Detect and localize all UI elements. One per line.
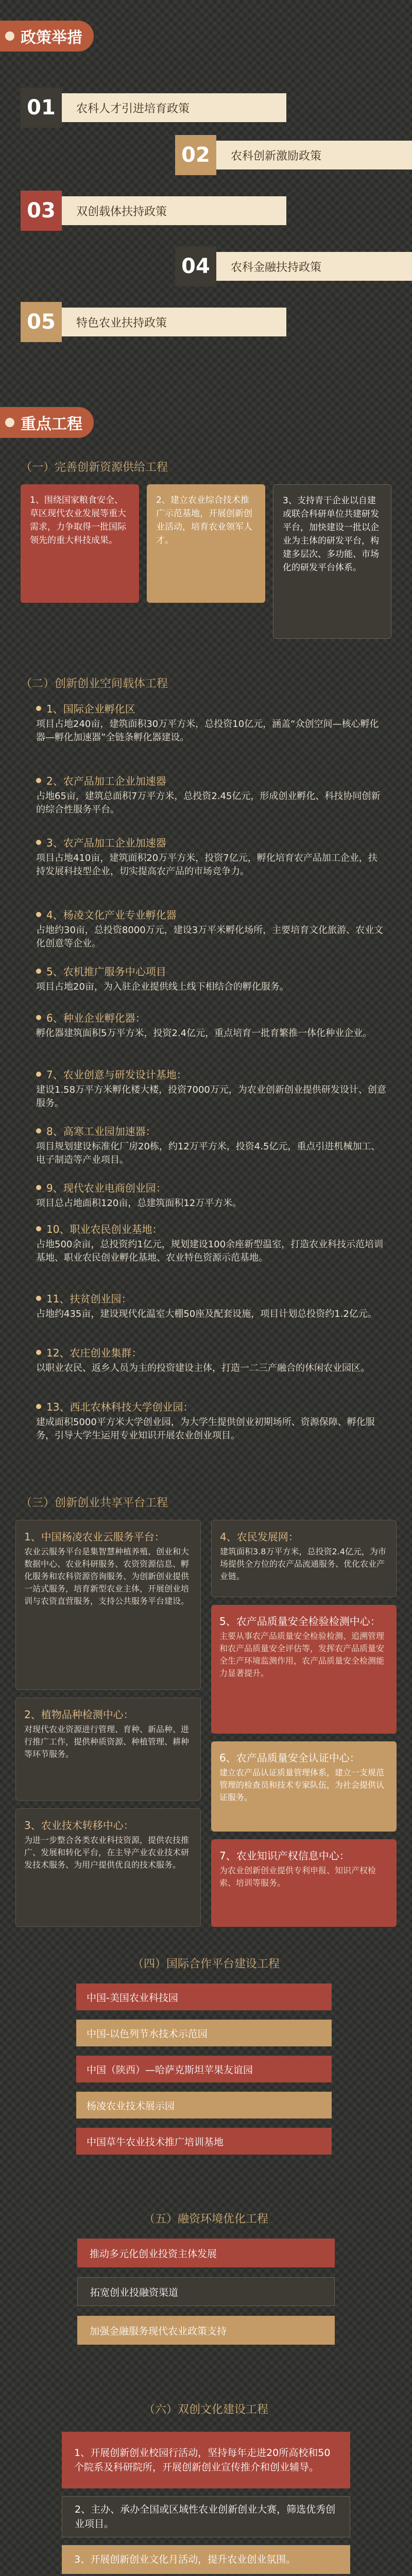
sub2-item-6 xyxy=(36,1010,386,1040)
item-head: 6、种业企业孵化器： xyxy=(46,1012,146,1024)
sub6-title: （六）双创文化建设工程 xyxy=(143,2403,268,2416)
sub2-item-4 xyxy=(36,907,386,951)
policy-text: 双创载体扶持政策 xyxy=(62,196,286,225)
item-body: 建成面积5000平方米大学创业园，为大学生提供创业初期场所、资源保障、孵化服务，引导大学生运用专业知识开展农业创业项目。 xyxy=(36,1417,375,1441)
sub1-box-2: 2、建立农业综合技术推广示范基地，开展创新创业活动，培育农业领军人才。 xyxy=(147,484,265,603)
sub5-title: （五）融资环境优化工程 xyxy=(143,2213,268,2226)
sub2-item-11 xyxy=(36,1291,386,1321)
item-head: 6、农产品质量安全认证中心： xyxy=(219,1752,360,1764)
bullet-icon xyxy=(36,912,41,917)
sub5-item-3: 加强金融服务现代农业政策支持 xyxy=(77,2316,335,2345)
policy-section-title xyxy=(0,21,94,52)
policy-number: 03 xyxy=(21,191,62,231)
item-body: 项目占地410亩，建筑面积20万平方米，投资7亿元，孵化培育农产品加工企业，扶持发展科技型企业，切实提高农产品的市场竞争力。 xyxy=(36,853,377,877)
sub3-left-2 xyxy=(15,1698,201,1801)
item-body: 为进一步整合各类农业科技资源，提供农技推广、发展和转化平台，在主导产业农业技术研发技术服务、为用户提供优良的技术服务。 xyxy=(24,1835,190,1870)
sub2-item-3 xyxy=(36,835,386,878)
policy-text: 农科人才引进培育政策 xyxy=(62,93,286,122)
item-body: 占地约435亩，建设现代化温室大棚50座及配套设施，项目计划总投资约1.2亿元。 xyxy=(36,1309,377,1319)
item-body: 项目占地20亩，为入驻企业提供线上线下相结合的孵化服务。 xyxy=(36,981,289,992)
sub2-item-13 xyxy=(36,1399,386,1443)
key-section-title xyxy=(0,407,94,438)
sub3-right-2 xyxy=(211,1605,397,1734)
bullet-icon xyxy=(36,840,41,845)
sub5-item-1: 推动多元化创业投资主体发展 xyxy=(77,2239,335,2267)
item-head: 2、植物品种检测中心： xyxy=(24,1708,134,1721)
sub4-item-1: 中国-美国农业科技园 xyxy=(76,1984,332,2010)
policy-text: 农科创新激励政策 xyxy=(216,141,412,170)
bullet-icon xyxy=(36,1015,41,1020)
bullet-icon xyxy=(36,1185,41,1190)
sub1-box-1: 1、围绕国家粮食安全、草区现代农业发展等重大需求，力争取得一批国际领先的重大科技成果。 xyxy=(21,484,139,603)
policy-number: 04 xyxy=(175,246,216,286)
bullet-icon xyxy=(36,969,41,974)
sub6-item-2: 2、主办、承办全国或区域性农业创新创业大赛，筛选优秀创业项目。 xyxy=(62,2496,350,2537)
item-head: 13、西北农林科技大学创业园： xyxy=(46,1401,194,1413)
item-head: 12、农庄创业集群： xyxy=(46,1347,142,1359)
item-body: 以职业农民、返乡人员为主的投资建设主体，打造一二三产融合的休闲农业园区。 xyxy=(36,1363,370,1374)
sub2-item-8 xyxy=(36,1123,386,1167)
policy-row-4 xyxy=(175,246,412,286)
item-body: 建筑面积3.8万平方米，总投资2.4亿元，为市场提供全方位的农产品流通服务、优化农业产业链。 xyxy=(220,1547,386,1581)
policy-number: 05 xyxy=(21,302,62,342)
item-head: 2、农产品加工企业加速器 xyxy=(46,775,166,787)
bullet-icon xyxy=(36,778,41,783)
item-head: 10、职业农民创业基地： xyxy=(46,1223,163,1235)
sub2-item-2 xyxy=(36,773,386,817)
sub4-item-3: 中国（陕西）—哈萨克斯坦苹果友谊园 xyxy=(76,2056,332,2082)
item-head: 4、杨凌文化产业专业孵化器 xyxy=(46,909,177,921)
item-body: 占地500余亩，总投资约1亿元，规划建设100余座新型温室，打造农业科技示范培训基地、职业农民创业孵化基地、农业特色资源示范基地。 xyxy=(36,1239,384,1263)
bullet-icon xyxy=(36,1128,41,1133)
sub3-title: （三）创新创业共享平台工程 xyxy=(21,1497,168,1510)
sub2-item-12 xyxy=(36,1345,386,1375)
item-head: 3、农业技术转移中心： xyxy=(24,1819,134,1832)
policy-row-2 xyxy=(175,135,412,175)
section-badge: 政策举措 xyxy=(0,21,94,52)
bullet-icon xyxy=(36,1404,41,1409)
item-body: 主要从事农产品质量安全检验检测、追溯管理和农产品质量安全评估等，发挥农产品质量安全生产环境监测作用，农产品质量安全检测能力显著提升。 xyxy=(219,1631,385,1678)
item-body: 为农业创新创业提供专利申报、知识产权检索、培训等服务。 xyxy=(219,1866,376,1888)
policy-row-1 xyxy=(21,88,286,128)
policy-row-3 xyxy=(21,191,286,231)
item-body: 建设1.58万平方米孵化楼大楼，投资7000万元，为农业创新创业提供研发设计、创意服务。 xyxy=(36,1084,386,1109)
sub1-title: （一）完善创新资源供给工程 xyxy=(21,461,168,474)
item-head: 9、现代农业电商创业园： xyxy=(46,1182,166,1194)
sub3-right-1 xyxy=(211,1520,397,1597)
item-head: 8、高寒工业园加速器： xyxy=(46,1125,156,1138)
item-head: 5、农产品质量安全检验检测中心： xyxy=(219,1615,381,1628)
item-head: 7、农业创意与研发设计基地： xyxy=(46,1069,187,1081)
sub6-item-3: 3、开展创新创业文化月活动，提升农业创业氛围。 xyxy=(62,2545,350,2574)
item-body: 孵化器建筑面积5万平方米，投资2.4亿元，重点培育一批育繁推一体化种业企业。 xyxy=(36,1028,372,1039)
item-head: 1、中国杨凌农业云服务平台： xyxy=(24,1531,165,1543)
item-head: 3、农产品加工企业加速器 xyxy=(46,837,166,849)
sub4-item-5: 中国草牛农业技术推广培训基地 xyxy=(76,2128,332,2155)
sub3-left-1 xyxy=(15,1520,201,1690)
bullet-icon xyxy=(36,1350,41,1355)
item-body: 项目总占地面积120亩，总建筑面积12万平方米。 xyxy=(36,1198,242,1209)
sub2-item-9 xyxy=(36,1180,386,1210)
policy-number: 01 xyxy=(21,88,62,128)
sub5-item-2: 拓宽创业投融资渠道 xyxy=(77,2277,335,2306)
sub1-box-3: 3、支持青干企业以自建或联合科研单位共建研发平台，加快建设一批以企业为主体的研发平台，构建多层次、多功能、市场化的研发平台体系。 xyxy=(273,484,391,639)
sub3-right-4 xyxy=(211,1839,397,1927)
item-head: 11、扶贫创业园： xyxy=(46,1293,132,1305)
sub6-item-1: 1、开展创新创业校园行活动，坚持每年走进20所高校和50个院系及科研院所，开展创新创业宣传推介和创业辅导。 xyxy=(62,2432,350,2488)
sub2-item-10 xyxy=(36,1221,386,1265)
section-badge: 重点工程 xyxy=(0,407,94,438)
item-head: 4、农民发展网： xyxy=(220,1531,299,1543)
bullet-icon xyxy=(36,1296,41,1301)
item-head: 5、农机推广服务中心项目 xyxy=(46,965,166,978)
sub4-item-4: 杨凌农业技术展示园 xyxy=(76,2092,332,2119)
item-body: 项目规划建设标准化厂房20栋，约12万平方米，投资4.5亿元，重点引进机械加工、电子制造等产业项目。 xyxy=(36,1141,381,1165)
sub2-item-7 xyxy=(36,1066,386,1110)
sub4-item-2: 中国-以色列节水技术示范园 xyxy=(76,2020,332,2046)
sub2-item-5 xyxy=(36,963,386,994)
sub3-right-3 xyxy=(211,1741,397,1832)
bullet-icon xyxy=(36,1072,41,1077)
bullet-icon xyxy=(36,706,41,711)
item-body: 对现代农业资源进行管理、育种、新品种、进行推广工作，提供种质资源、种植管理、耕种等环节服务。 xyxy=(24,1724,190,1759)
item-head: 7、农业知识产权信息中心： xyxy=(219,1850,350,1862)
item-body: 项目占地240亩，建筑面积30万平方米，总投资10亿元，涵盖“众创空间—核心孵化器—孵化加速器”全链条孵化器建设。 xyxy=(36,719,379,743)
item-body: 占地65亩，建筑总面积7万平方米，总投资2.45亿元，形成创业孵化、科技协同创新的综合性服务平台。 xyxy=(36,791,381,815)
bullet-icon xyxy=(36,1226,41,1231)
item-body: 农业云服务平台是集智慧种植养殖、创业和大数据中心、农业科研服务、农资资源信息、孵化服务和农科资源咨询服务、为创新创业提供一站式服务，培育新型农业主体，开展创业培训与农资直营服务，支持公共服务平台建设。 xyxy=(24,1547,190,1606)
policy-text: 农科金融扶持政策 xyxy=(216,252,412,281)
policy-text: 特色农业扶持政策 xyxy=(62,308,286,336)
policy-number: 02 xyxy=(175,135,216,175)
sub2-title: （二）创新创业空间载体工程 xyxy=(21,677,168,690)
sub3-left-3 xyxy=(15,1808,201,1927)
item-body: 建立农产品认证质量管理体系，建立一支规范管理的检查员和技术专家队伍，为社会提供认证服务。 xyxy=(219,1768,385,1802)
policy-row-5 xyxy=(21,302,286,342)
sub4-title: （四）国际合作平台建设工程 xyxy=(132,1958,280,1971)
item-body: 占地约30亩，总投资8000万元，建设3万平米孵化场所，主要培育文化旅游、农业文化创意等企业。 xyxy=(36,925,384,949)
sub2-item-1 xyxy=(36,701,386,744)
item-head: 1、国际企业孵化区 xyxy=(46,703,135,715)
